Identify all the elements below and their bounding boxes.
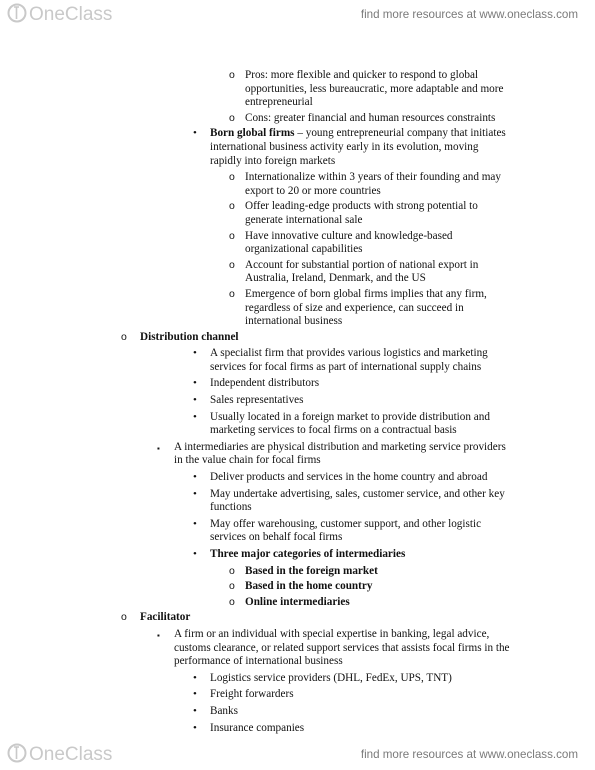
bullet-marker: o — [229, 258, 235, 271]
outline-text-line: Cons: greater financial and human resources constraints — [245, 111, 496, 124]
bullet-marker: o — [121, 611, 127, 624]
outline-text-line: May offer warehousing, customer support, and other logistic — [210, 517, 482, 530]
bullet-marker: o — [229, 229, 235, 242]
outline-text-line: Banks — [210, 704, 238, 717]
oneclass-logo-icon — [7, 3, 29, 23]
outline-text-line: Facilitator — [140, 611, 191, 624]
bullet-marker: o — [229, 564, 235, 577]
outline-item — [0, 580, 595, 594]
bullet-marker: • — [193, 548, 197, 560]
outline-item — [0, 288, 595, 329]
bullet-marker: • — [193, 671, 197, 684]
outline-item — [0, 394, 595, 408]
outline-item — [0, 347, 595, 374]
outline-text-line: regardless of size and experience, can succeed in — [245, 301, 464, 314]
outline-text-line: Insurance companies — [210, 721, 305, 734]
outline-text-line: Sales representatives — [210, 394, 304, 407]
bullet-marker: • — [193, 127, 197, 140]
outline-item — [0, 596, 595, 610]
bullet-marker: ▪ — [157, 630, 160, 640]
outline-item — [0, 441, 595, 468]
outline-item — [0, 565, 595, 579]
outline-item — [0, 171, 595, 198]
bullet-marker: o — [229, 69, 235, 81]
outline-text-line: May undertake advertising, sales, customer service, and other key — [210, 487, 505, 500]
outline-item — [0, 722, 595, 736]
outline-item — [0, 230, 595, 257]
outline-item — [0, 628, 595, 669]
bullet-marker: o — [229, 287, 235, 300]
bullet-marker: • — [193, 721, 197, 734]
outline-item — [0, 331, 595, 345]
outline-text-line: Emergence of born global firms implies that any firm, — [245, 287, 487, 300]
outline-item — [0, 377, 595, 391]
outline-text-line: organizational capabilities — [245, 243, 363, 256]
outline-text-line: Logistics service providers (DHL, FedEx, UPS, TNT) — [210, 671, 452, 684]
logo-text: OneClass — [29, 4, 113, 25]
outline-item — [0, 688, 595, 702]
bullet-marker: o — [121, 330, 127, 343]
outline-text-line: Have innovative culture and knowledge-based — [245, 229, 453, 242]
bullet-marker: • — [193, 487, 197, 500]
outline-text-line: generate international sale — [245, 213, 363, 226]
outline-text-line: customs clearance, or related support services that assists focal firms in the — [174, 641, 510, 654]
outline-item — [0, 259, 595, 286]
bullet-marker: o — [229, 595, 235, 608]
outline-item — [0, 411, 595, 438]
bullet-marker: • — [193, 377, 197, 390]
page-footer — [0, 740, 595, 770]
footer-tagline-link[interactable]: find more resources at www.oneclass.com — [360, 748, 578, 761]
outline-item — [0, 127, 595, 168]
bold-lead-term: Born global firms — [210, 127, 295, 140]
oneclass-logo-icon — [7, 743, 29, 763]
oneclass-logo[interactable] — [7, 743, 112, 763]
outline-text-line: rapidly into foreign markets — [210, 154, 336, 167]
logo-text: OneClass — [29, 744, 113, 765]
bullet-marker: • — [193, 410, 197, 423]
bullet-marker: • — [193, 704, 197, 717]
outline-text-rest: – young entrepreneurial company that initiates — [294, 127, 506, 140]
outline-item — [0, 200, 595, 227]
outline-text-line: Pros: more flexible and quicker to respond to global — [245, 69, 479, 81]
outline-item — [0, 471, 595, 485]
outline-item — [0, 611, 595, 625]
outline-text-line: services for focal firms as part of international supply chains — [210, 360, 482, 373]
outline-text-line: Internationalize within 3 years of their founding and may — [245, 171, 501, 184]
header-tagline-link[interactable]: find more resources at www.oneclass.com — [360, 8, 578, 21]
outline-text-line: performance of international business — [174, 655, 343, 668]
outline-text-line: Usually located in a foreign market to provide distribution and — [210, 410, 490, 423]
bullet-marker: o — [229, 580, 235, 593]
outline-item — [0, 69, 595, 110]
outline-item — [0, 672, 595, 686]
outline-item — [0, 548, 595, 562]
outline-text-line: Offer leading-edge products with strong potential to — [245, 200, 478, 213]
outline-text-line: Distribution channel — [140, 330, 239, 343]
outline-text-line: Account for substantial portion of national export in — [245, 258, 479, 271]
bullet-marker: o — [229, 200, 235, 213]
bullet-marker: • — [193, 394, 197, 407]
bullet-marker: • — [193, 688, 197, 701]
outline-text-line: export to 20 or more countries — [245, 184, 381, 197]
outline-item — [0, 488, 595, 515]
outline-item — [0, 705, 595, 719]
page-header — [0, 0, 595, 30]
outline-text-line: Independent distributors — [210, 377, 320, 390]
bullet-marker: • — [193, 347, 197, 360]
bullet-marker: o — [229, 111, 235, 124]
outline-text-line: Deliver products and services in the home country and abroad — [210, 471, 488, 484]
oneclass-logo[interactable] — [7, 3, 112, 23]
outline-text-line: A specialist firm that provides various logistics and marketing — [210, 347, 488, 360]
outline-text-line: entrepreneurial — [245, 96, 313, 109]
outline-text-line: in the value chain for focal firms — [174, 454, 321, 467]
bullet-marker: o — [229, 171, 235, 184]
outline-text-line: marketing services to focal firms on a contractual basis — [210, 424, 457, 437]
outline-text-line: Three major categories of intermediaries — [210, 548, 406, 560]
outline-text-line: A intermediaries are physical distribution and marketing service providers — [174, 440, 506, 453]
document-body — [0, 69, 595, 738]
outline-text-line: services on behalf focal firms — [210, 531, 343, 544]
outline-text-line: Freight forwarders — [210, 688, 294, 701]
outline-text-line: Based in the home country — [245, 580, 373, 593]
bullet-marker: • — [193, 517, 197, 530]
bullet-marker: • — [193, 471, 197, 484]
outline-text-line: opportunities, less bureaucratic, more adaptable and more — [245, 82, 504, 95]
outline-item — [0, 518, 595, 545]
bullet-marker: ▪ — [157, 443, 160, 453]
outline-text-line: functions — [210, 501, 252, 514]
outline-text-line: Australia, Ireland, Denmark, and the US — [245, 272, 426, 285]
outline-text-line: Online intermediaries — [245, 595, 350, 608]
outline-item — [0, 112, 595, 126]
outline-text-line: international business — [245, 315, 343, 328]
outline-text-line: international business activity early in its evolution, moving — [210, 140, 479, 153]
outline-text-line: A firm or an individual with special expertise in banking, legal advice, — [174, 627, 490, 640]
outline-text-line — [210, 127, 595, 141]
outline-text-line: Based in the foreign market — [245, 564, 378, 577]
